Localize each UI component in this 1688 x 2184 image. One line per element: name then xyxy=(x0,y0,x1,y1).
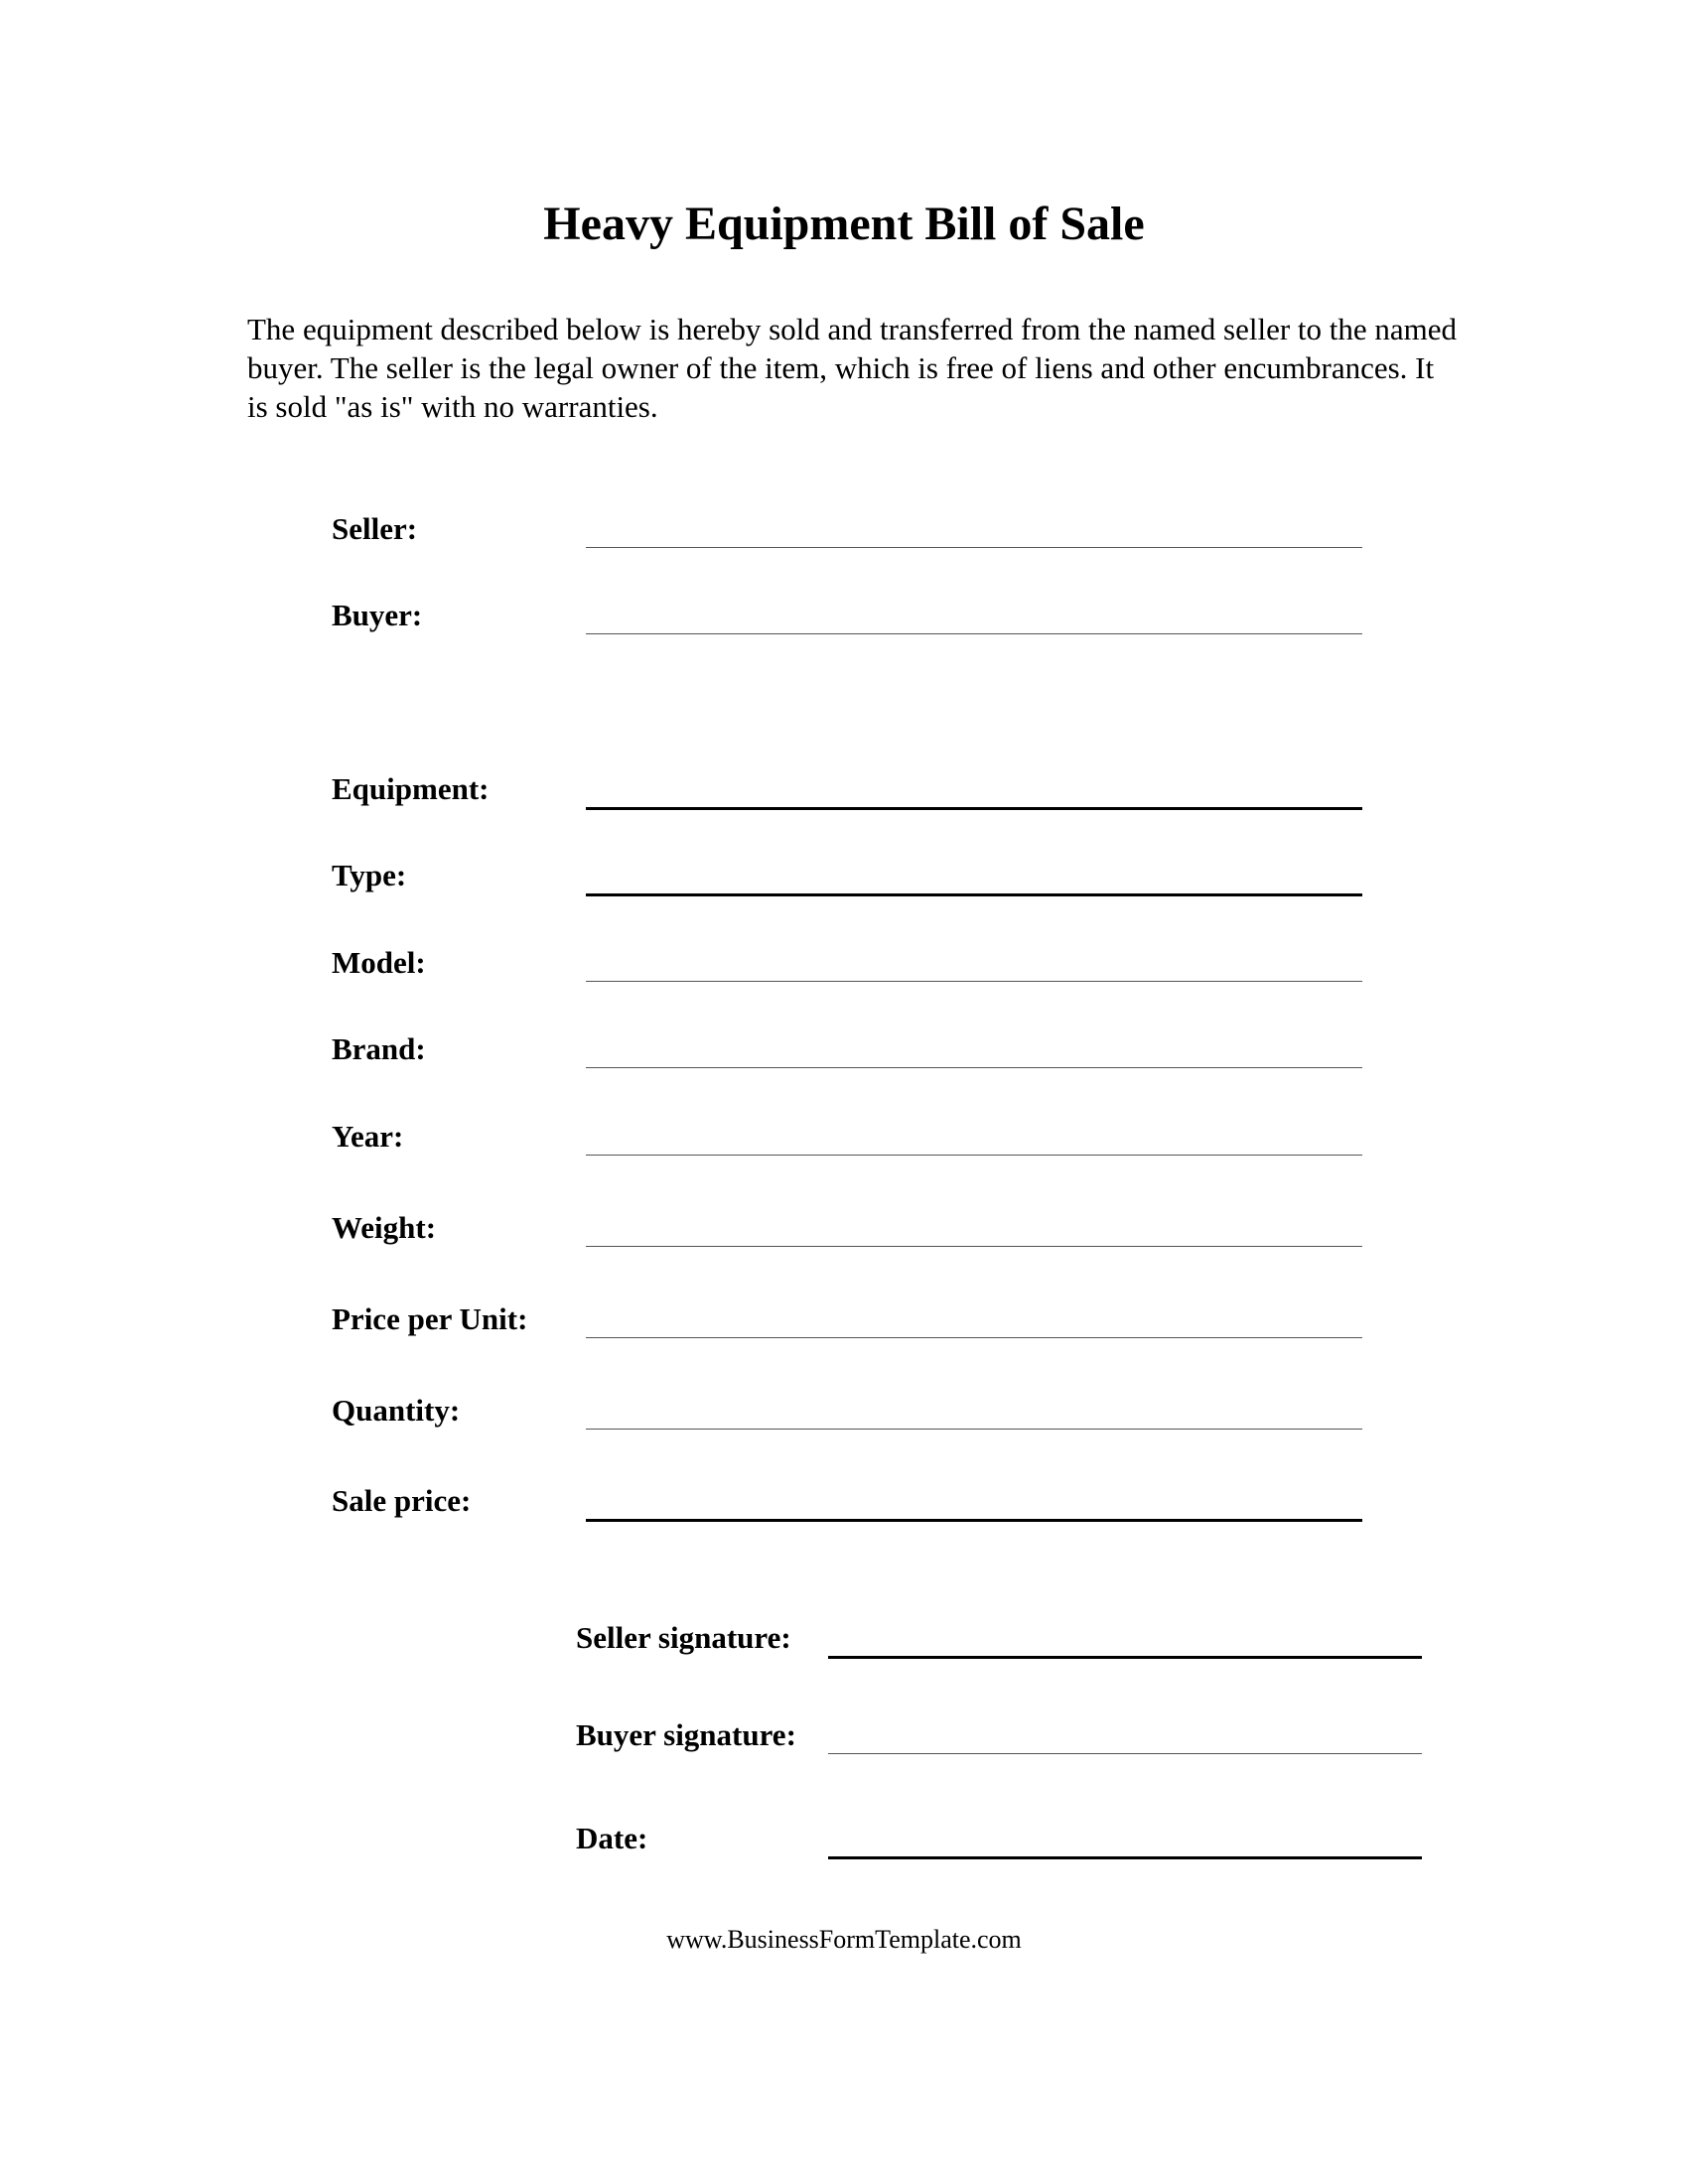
seller-signature-line[interactable] xyxy=(828,1656,1422,1659)
intro-paragraph: The equipment described below is hereby sold and transferred from the named seller to the named buyer. The seller is the legal owner of the item, which is free of liens and other encumbrances. It is sold "as is" with no warranties. xyxy=(247,312,1458,424)
weight-label: Weight: xyxy=(332,1210,437,1245)
brand-line[interactable] xyxy=(586,1067,1362,1068)
equipment-label: Equipment: xyxy=(332,771,490,806)
buyer-signature-label: Buyer signature: xyxy=(576,1717,796,1752)
date-line[interactable] xyxy=(828,1856,1422,1859)
buyer-signature-line[interactable] xyxy=(828,1753,1422,1754)
price-per-unit-line[interactable] xyxy=(586,1337,1362,1338)
equipment-field xyxy=(0,769,1688,809)
brand-field xyxy=(0,1029,1688,1069)
buyer-signature-field xyxy=(0,1715,1688,1755)
price-per-unit-field xyxy=(0,1299,1688,1339)
footer-website: www.BusinessFormTemplate.com xyxy=(666,1925,1022,1954)
year-field xyxy=(0,1117,1688,1157)
quantity-line[interactable] xyxy=(586,1429,1362,1430)
weight-field xyxy=(0,1208,1688,1248)
buyer-label: Buyer: xyxy=(332,598,423,632)
quantity-label: Quantity: xyxy=(332,1393,461,1428)
price-per-unit-label: Price per Unit: xyxy=(332,1301,528,1336)
seller-signature-field xyxy=(0,1618,1688,1658)
date-field xyxy=(0,1819,1688,1858)
model-label: Model: xyxy=(332,945,426,980)
seller-field xyxy=(0,509,1688,549)
buyer-field xyxy=(0,596,1688,635)
model-field xyxy=(0,943,1688,983)
seller-signature-label: Seller signature: xyxy=(576,1620,791,1655)
weight-line[interactable] xyxy=(586,1246,1362,1247)
type-label: Type: xyxy=(332,858,407,892)
year-label: Year: xyxy=(332,1119,404,1154)
sale-price-field xyxy=(0,1481,1688,1521)
seller-label: Seller: xyxy=(332,511,418,546)
year-line[interactable] xyxy=(586,1155,1362,1156)
date-label: Date: xyxy=(576,1821,648,1855)
brand-label: Brand: xyxy=(332,1031,426,1066)
page-title: Heavy Equipment Bill of Sale xyxy=(543,198,1145,250)
seller-line[interactable] xyxy=(586,547,1362,548)
sale-price-line[interactable] xyxy=(586,1519,1362,1522)
model-line[interactable] xyxy=(586,981,1362,982)
type-field xyxy=(0,856,1688,895)
equipment-line[interactable] xyxy=(586,807,1362,810)
buyer-line[interactable] xyxy=(586,633,1362,634)
type-line[interactable] xyxy=(586,893,1362,896)
quantity-field xyxy=(0,1391,1688,1431)
sale-price-label: Sale price: xyxy=(332,1483,472,1518)
